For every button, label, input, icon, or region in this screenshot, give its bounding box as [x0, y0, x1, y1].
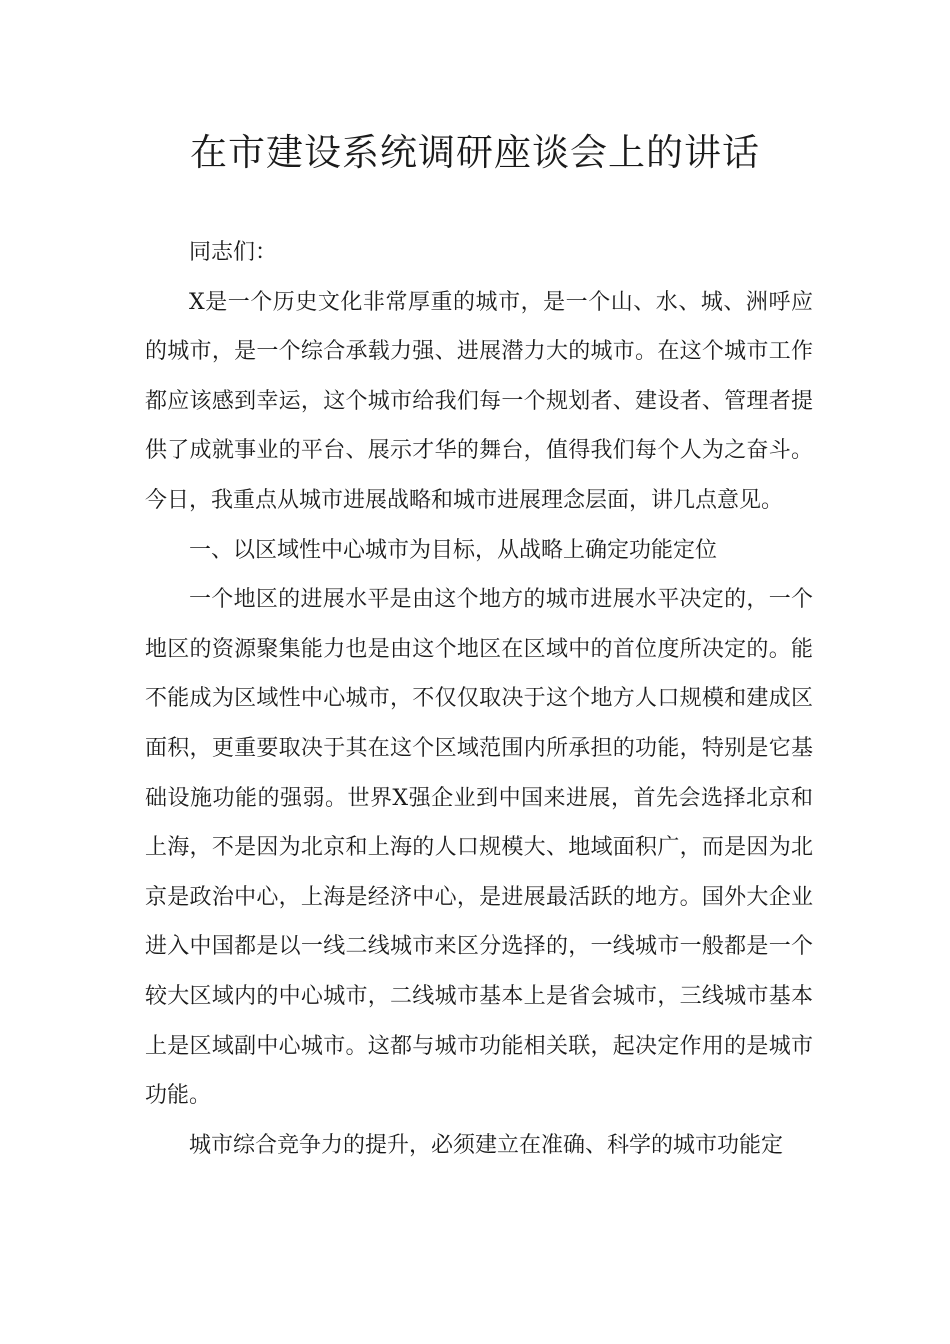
paragraph-intro: X是一个历史文化非常厚重的城市，是一个山、水、城、洲呼应的城市，是一个综合承载力强、进展潜力大的城市。在这个城市工作都应该感到幸运，这个城市给我们每一个规划者、建设者、管理者提供了成就事业的平台、展示才华的舞台，值得我们每个人为之奋斗。今日，我重点从城市进展战略和城市进展理念层面，讲几点意见。	[145, 289, 813, 513]
paragraph-regional-center: 一个地区的进展水平是由这个地方的城市进展水平决定的，一个地区的资源聚集能力也是由这个地区在区域中的首位度所决定的。能不能成为区域性中心城市，不仅仅取决于这个地方人口规模和建成区面积，更重要取决于其在这个区域范围内所承担的功能，特别是它基础设施功能的强弱。世界X强企业到中国来进展，首先会选择北京和上海，不是因为北京和上海的人口规模大、地域面积广，而是因为北京是政治中心，上海是经济中心，是进展最活跃的地方。国外大企业进入中国都是以一线二线城市来区分选择的，一线城市一般都是一个较大区域内的中心城市，二线城市基本上是省会城市，三线城市基本上是区域副中心城市。这都与城市功能相关联，起决定作用的是城市功能。	[145, 587, 813, 1109]
document-body	[145, 228, 813, 1170]
greeting: 同志们：	[189, 240, 278, 265]
paragraph-competitiveness: 城市综合竞争力的提升，必须建立在准确、科学的城市功能定	[189, 1132, 784, 1158]
section-heading: 一、以区域性中心城市为目标，从战略上确定功能定位	[189, 537, 718, 563]
document-title: 在市建设系统调研座谈会上的讲话	[190, 131, 760, 174]
